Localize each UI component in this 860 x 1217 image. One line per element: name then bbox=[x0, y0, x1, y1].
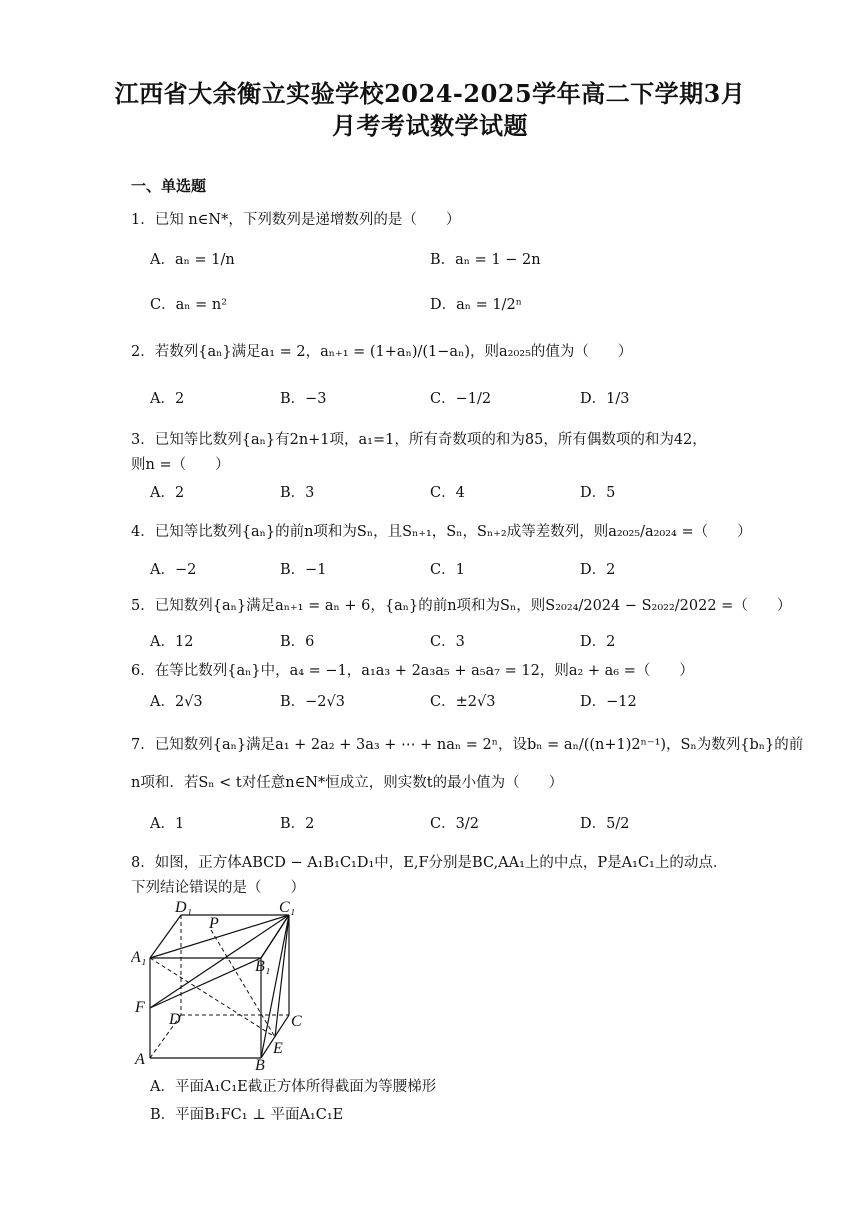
question-5-option-b: B．6 bbox=[280, 634, 315, 650]
label-a1: A₁ bbox=[131, 949, 147, 966]
page-title-line2: 月考考试数学试题 bbox=[332, 111, 528, 140]
label-f: F bbox=[135, 999, 145, 1016]
question-4-option-d: D．2 bbox=[580, 562, 616, 578]
question-6-option-b: B．−2√3 bbox=[280, 694, 345, 710]
question-7-option-b: B．2 bbox=[280, 816, 315, 832]
question-2-option-b: B．−3 bbox=[280, 391, 327, 407]
question-4-option-b: B．−1 bbox=[280, 562, 327, 578]
question-7-option-c: C．3/2 bbox=[430, 816, 479, 832]
label-p: P bbox=[209, 915, 219, 932]
question-1-option-c: C．aₙ = n² bbox=[150, 297, 228, 313]
label-b1: B₁ bbox=[255, 958, 271, 975]
question-7-stem-line2: n项和．若Sₙ < t对任意n∈N*恒成立，则实数t的最小值为（ ） bbox=[131, 775, 564, 791]
label-c1: C₁ bbox=[279, 900, 296, 916]
label-a: A bbox=[135, 1051, 145, 1068]
question-1-option-a: A．aₙ = 1/n bbox=[150, 252, 235, 268]
question-6-option-d: D．−12 bbox=[580, 694, 637, 710]
question-6-stem: 6．在等比数列{aₙ}中，a₄ = −1，a₁a₃ + 2a₃a₅ + a₅a₇ = 12，则a₂ + a₆ =（ ） bbox=[131, 663, 694, 679]
question-3-stem-line2: 则n =（ ） bbox=[131, 457, 230, 473]
question-4-option-a: A．−2 bbox=[150, 562, 197, 578]
question-2-stem: 2．若数列{aₙ}满足a₁ = 2，aₙ₊₁ = (1+aₙ)/(1−aₙ)，则a₂₀₂₅的值为（ ） bbox=[131, 344, 633, 360]
question-5-option-c: C．3 bbox=[430, 634, 465, 650]
question-4-option-c: C．1 bbox=[430, 562, 465, 578]
line-a1c1 bbox=[150, 915, 289, 958]
question-8-option-a: A．平面A₁C₁E截正方体所得截面为等腰梯形 bbox=[150, 1079, 437, 1095]
question-8-stem-line2: 下列结论错误的是（ ） bbox=[131, 880, 305, 896]
page-title-line1: 江西省大余衡立实验学校2024-2025学年高二下学期3月 bbox=[114, 79, 746, 108]
label-b: B bbox=[255, 1057, 265, 1070]
question-8-option-b: B．平面B₁FC₁ ⊥ 平面A₁C₁E bbox=[150, 1107, 344, 1123]
question-3-option-d: D．5 bbox=[580, 485, 616, 501]
line-fb1 bbox=[150, 958, 261, 1008]
question-1-option-b: B．aₙ = 1 − 2n bbox=[430, 252, 541, 268]
question-5-stem: 5．已知数列{aₙ}满足aₙ₊₁ = aₙ + 6，{aₙ}的前n项和为Sₙ，则S₂₀₂₄/2024 − S₂₀₂₂/2022 =（ ） bbox=[131, 598, 792, 614]
section-heading: 一、单选题 bbox=[131, 177, 207, 195]
question-4-stem: 4．已知等比数列{aₙ}的前n项和为Sₙ，且Sₙ₊₁，Sₙ，Sₙ₊₂成等差数列，则a₂₀₂₅/a₂₀₂₄ =（ ） bbox=[131, 524, 752, 540]
question-2-option-d: D．1/3 bbox=[580, 391, 630, 407]
question-3-option-b: B．3 bbox=[280, 485, 315, 501]
question-6-option-a: A．2√3 bbox=[150, 694, 203, 710]
question-1-stem: 1．已知 n∈N*，下列数列是递增数列的是（ ） bbox=[131, 212, 461, 228]
question-1-option-d: D．aₙ = 1/2ⁿ bbox=[430, 297, 523, 313]
label-e: E bbox=[273, 1040, 283, 1057]
question-7-option-d: D．5/2 bbox=[580, 816, 630, 832]
label-d1: D₁ bbox=[175, 900, 193, 916]
question-7-option-a: A．1 bbox=[150, 816, 185, 832]
question-3-option-c: C．4 bbox=[430, 485, 465, 501]
cube-figure bbox=[131, 900, 331, 1070]
question-7-stem-line1: 7．已知数列{aₙ}满足a₁ + 2a₂ + 3a₃ + ⋯ + naₙ = 2ⁿ，设bₙ = aₙ/((n+1)2ⁿ⁻¹)，Sₙ为数列{bₙ}的前 bbox=[131, 737, 804, 753]
edge-a1d1 bbox=[150, 915, 181, 958]
label-d: D bbox=[169, 1011, 181, 1028]
question-6-option-c: C．±2√3 bbox=[430, 694, 496, 710]
question-3-stem-line1: 3．已知等比数列{aₙ}有2n+1项，a₁=1，所有奇数项的和为85，所有偶数项的和为42， bbox=[131, 432, 707, 448]
question-3-option-a: A．2 bbox=[150, 485, 185, 501]
question-2-option-a: A．2 bbox=[150, 391, 185, 407]
question-5-option-d: D．2 bbox=[580, 634, 616, 650]
question-5-option-a: A．12 bbox=[150, 634, 194, 650]
question-8-stem-line1: 8．如图，正方体ABCD − A₁B₁C₁D₁中，E,F分别是BC,AA₁上的中点，P是A₁C₁上的动点． bbox=[131, 855, 728, 871]
question-2-option-c: C．−1/2 bbox=[430, 391, 492, 407]
label-c: C bbox=[291, 1013, 302, 1030]
